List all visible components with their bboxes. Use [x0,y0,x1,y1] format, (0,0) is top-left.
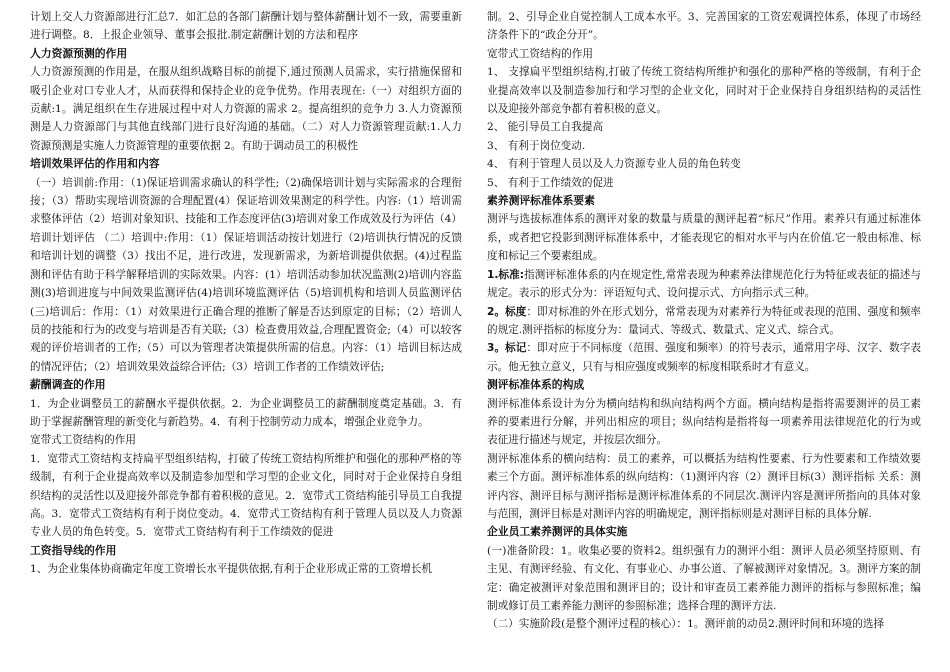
term-label: 2。标度 [487,305,527,318]
subheading: 宽带式工资结构的作用 [487,47,593,60]
paragraph: (一)准备阶段：1。收集必要的资料2。组织强有力的测评小组：测评人员必须坚持原则、有主见、有测评经验、有文化、有事业心、办事公道、了解被测评对象情况。3。测评方案的制定：确定被测评对象范围和测评目的；设计和审查员工素养能力测评的指标与参照标准；编制或修订员工素养能力测评的参照标准；选择合理的测评方法. [487,544,921,612]
list-item: 4、 有利于管理人员以及人力资源专业人员的角色转变 [487,158,741,171]
section-heading: 薪酬调查的作用 [30,378,106,392]
left-column [30,8,462,579]
paragraph: 人力资源预测的作用是，在服从组织战略目标的前提下,通过预测人员需求，实行措施保留和吸引企业对口专业人才，从而获得和保持企业的竞争优势。作用表现在:（一）对组织方面的贡献:1。满足组织在生存进展过程中对人力资源的需求 2。提高组织的竞争力 3.人力资源预测是人力资源部门与其他直线部门进行良好沟通的基础。（二）对人力资源管理贡献:1.人力资源预测是实施人力资源管理的重要依据 2。有助于调动员工的积极性 [30,66,462,152]
section-heading: 测评标准体系的构成 [487,378,585,392]
list-item: 5、 有利于工作绩效的促进 [487,176,614,189]
term-text: ：即对标准的外在形式划分，常常表现为对素养行为特征或表现的范围、强度和频率的规定.测评指标的标度分为：量词式、等级式、数量式、定义式、综合式。 [487,305,922,336]
paragraph [487,339,921,376]
paragraph: 1．宽带式工资结构支持扁平型组织结构，打破了传统工资结构所维护和强化的那种严格的等级制，有利于企业提高效率以及制造参加型和学习型的企业文化，同时对于企业保持自身组织结构的灵活性以及迎接外部竞争都有着积极的意见。2．宽带式工资结构能引导员工自我提高。3．宽带式工资结构有利于岗位变动。4．宽带式工资结构有利于管理人员以及人力资源专业人员的角色转变。5．宽带式工资结构有利于工作绩效的促进 [30,452,462,539]
section-heading: 素养测评标准体系要素 [487,194,595,208]
paragraph [487,266,921,303]
section-heading: 工资指导线的作用 [30,543,117,557]
list-item: 3、 有利于岗位变动. [487,139,586,152]
paragraph: 测评标准体系设计为分为横向结构和纵向结构两个方面。横向结构是指将需要测评的员工素养的要素进行分解，并列出相应的项目；纵向结构是指将每一项素养用法律规范化的行为或表征进行描述与规定，并按层次细分。 [487,397,921,447]
paragraph: （二）实施阶段(是整个测评过程的核心）：1。测评前的动员2.测评时间和环境的选择 [487,618,885,631]
paragraph: （一）培训前:作用：（1)保证培训需求确认的科学性;（2)确保培训计划与实际需求的合理衔接；（3）帮助实现培训资源的合理配置(4）保证培训效果测定的科学性。内容:（1）培训需求整体评估（2）培训对象知识、技能和工作态度评估(3)培训对象工作成效及行为评估（4）培训计划评估 （二）培训中:作用：（1）保证培训活动按计划进行（2)培训执行情况的反馈和培训计划的调整（3）找出不足，进行改进，发现新需求，为新培训提供依据。(4)过程监测和评估有助于科学解释培训的实际效果。内容：(1）培训活动参加状况监测(2)培训内容监测(3)培训进度与中间效果监测评估(4)培训环境监测评估（5)培训机构和培训人员监测评估 (三)培训后：作用：（1）对效果进行正确合理的推断了解是否达到原定的目标；（2）培训人员的技能和行为的改变与培训是否有关联;（3）检查费用效益,合理配置资金;（4）可以较客观的评价培训者的工作;（5）可以为管理者决策提供所需的信息。内容：（1）培训目标达成的情况评估；（2）培训效果效益综合评估;（3）培训工作者的工作绩效评估; [30,176,462,373]
paragraph: 1、为企业集体协商确定年度工资增长水平提供依据,有利于企业形成正常的工资增长机 [30,563,433,576]
section-heading: 培训效果评估的作用和内容 [30,157,160,171]
paragraph: 1．为企业调整员工的薪酬水平提供依据。2．为企业调整员工的薪酬制度奠定基础。3．有助于掌握薪酬管理的新变化与新趋势。4．有利于控制劳动力成本，增强企业竞争力。 [30,397,462,428]
term-label: 3。标记 [487,342,527,355]
section-heading: 人力资源预测的作用 [30,46,128,60]
list-item: 2、 能引导员工自我提高 [487,121,604,134]
paragraph: 计划上交人力资源部进行汇总7．如汇总的各部门薪酬计划与整体薪酬计划不一致，需要重新进行调整。8．上报企业领导、董事会报批.制定薪酬计划的方法和程序 [30,11,462,42]
right-column [487,8,921,634]
paragraph: 测评与选拔标准体系的测评对象的数量与质量的测评起着“标尺”作用。素养只有通过标准体系，或者把它投影到测评标准体系中，才能表现它的相对水平与内在价值.它一般由标准、标度和标记三个要素组成。 [487,213,921,263]
paragraph: 测评标准体系的横向结构：员工的素养，可以概括为结构性要素、行为性要素和工作绩效要素三个方面。测评标准体系的纵向结构：（1)测评内容（2）测评目标(3）测评指标 关系：测评内容、测评目标与测评指标是测评标准体系的不同层次.测评内容是测评所指向的具体对象与范围，测评目标是对测评内容的明确规定，测评指标则是对测评目标的具体分解. [487,452,921,520]
subheading: 宽带式工资结构的作用 [30,434,136,447]
term-text: ：即对应于不同标度（范围、强度和频率）的符号表示，通常用字母、汉字、数字表示。他无独立意义，只有与相应强度或频率的标度相联系时才有意义。 [487,342,922,373]
term-label: 1.标准: [487,268,524,281]
section-heading: 企业员工素养测评的具体实施 [487,525,628,539]
paragraph [487,303,921,340]
paragraph: 1、 支撑扁平型组织结构,打破了传统工资结构所维护和强化的那种严格的等级制，有利于企业提高效率以及制造参加行和学习型的企业文化，同时对于企业保持自身组织结构的灵活性以及迎接外部竞争都有着积极的意义。 [487,66,921,116]
paragraph: 制。2、引导企业自觉控制人工成本水平。3、完善国家的工资宏观调控体系，体现了市场经济条件下的“政企分开”。 [487,11,921,42]
term-text: 指测评标准体系的内在规定性,常常表现为种素养法律规范化行为特征或表征的描述与规定。表示的形式分为：评语短句式、设问提示式、方向指示式三种。 [487,268,921,300]
